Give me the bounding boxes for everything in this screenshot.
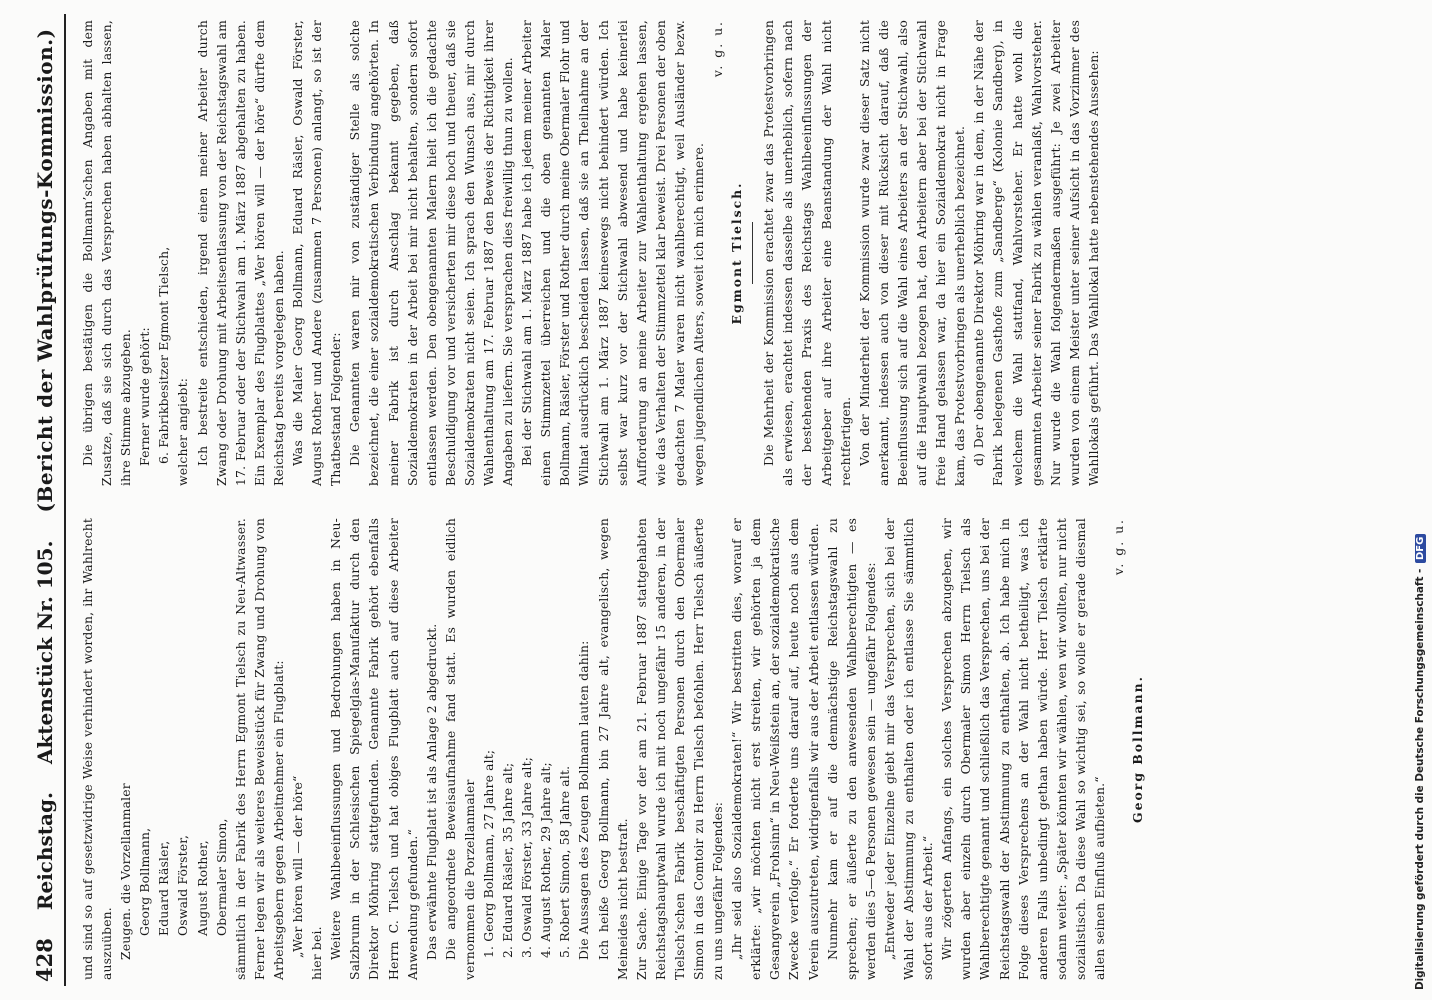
paragraph: und sind so auf gesetzwidrige Weise verhindert worden, ihr Wahlrecht auszuüben. [80,518,115,980]
paragraph: sämmtlich in der Fabrik des Herrn Egmont Tielsch zu Neu-Altwasser. Ferner legen wir als weiteres Beweisstück für Zwang und Drohung von Arbeitsgebern gegen Arbeitnehmer ein Flugblatt: [232,518,286,980]
dfg-logo-badge: DFG [1415,534,1426,563]
header-source: Reichstag. [33,792,57,911]
paragraph: Obermaler Simon, [213,818,229,936]
paragraph: „Entweder jeder Einzelne giebt mir das Versprechen, sich bei der Wahl der Abstimmung zu enthalten oder ich entlasse Sie sämmtlich sofort aus der Arbeit.“ [881,518,936,980]
paragraph: v. g. u. [1111,518,1127,576]
paragraph: Oswald Förster, [175,834,191,936]
paragraph: Die Aussagen des Zeugen Bollmann lauten dahin: [576,640,592,960]
paragraph: d) Der obengenannte Direktor Möhring war in dem, in der Nähe der Fabrik belegenen Gasthofe zum „Sandberge“ (Kolonie Sandberg), in welchem die Wahl stattfand, Wahlvorsteher. Er hatte wohl die gesammten Arbeiter seiner Fabrik zu wählen veranlaßt, Wahlvorsteher. Nur wurde die Wahl folgendermaßen ausgeführt: Je zwei Arbeiter wurden von einem Meister unter seiner Aufsicht in das Vorzimmer des Wahllokals geführt. Das Wahllokal hatte nebenstehendes Aussehen: [971,20,1101,486]
right-text-column [78,20,1103,486]
page-header [32,18,66,982]
header-title: (Bericht der Wahlprüfungs-Kommission.) [33,28,57,513]
paragraph: Ferner wurde gehört: [137,327,153,466]
paragraph: Georg Bollmann. [1130,675,1146,823]
paragraph: Zur Sache. Einige Tage vor der am 21. Februar 1887 stattgehabten Reichstagshauptwahl wurde ich mit noch ungefähr 15 anderen, in der Tielsch’schen Fabrik beschäftigten Personen durch den Obermaler Simon in das Comtoir zu Herrn Tielsch befohlen. Herr Tielsch äußerte zu uns ungefähr Folgendes: [633,518,726,980]
paragraph: v. g. u. [710,20,726,78]
paragraph: 4. August Rother, 29 Jahre alt; [538,762,554,958]
paragraph: Weitere Wahlbeeinflussungen und Bedrohungen haben in Neu-Salzbrunn in der Schlesischen Spiegelglas-Manufaktur durch den Direktor Möhring stattgefunden. Genannte Fabrik gehört ebenfalls Herrn C. Tielsch und hat obiges Flugblatt auch auf diese Arbeiter Anwendung gefunden.“ [328,518,420,980]
paragraph: 2. Eduard Räsler, 35 Jahre alt; [500,762,516,958]
paragraph: Georg Bollmann, [137,827,153,936]
paragraph: Ich bestreite entschieden, irgend einen meiner Arbeiter durch Zwang oder Drohung mit Arbeitsentlassung von der Reichstagswahl am 17. Februar oder der Stichwahl am 1. März 1887 abgehalten zu haben. Ein Exemplar des Flugblattes „Wer hören will — der höre“ dürfte dem Reichstag bereits vorgelegen haben. [194,20,286,486]
paragraph: 5. Robert Simon, 58 Jahre alt. [557,765,573,958]
paragraph: Nunmehr kam er auf die demnächstige Reichstagswahl zu sprechen; er äußerte zu den anwesenden Wahlberechtigten — es werden dies 5—6 Personen gewesen sein — ungefähr Folgendes: [824,518,878,980]
paragraph: „Wer hören will — der höre“ [290,775,306,958]
paragraph: Die Mehrheit der Kommission erachtet zwar das Protestvorbringen als erwiesen, erachtet indessen dasselbe als unerheblich, sofern nach der bestehenden Praxis des Reichstags Wahlbeeinflussungen der Arbeitgeber auf ihre Arbeiter eine Beanstandung der Wahl nicht rechtfertigen. [761,20,853,486]
paragraph: welcher angiebt: [175,377,191,486]
paragraph: Von der Minderheit der Kommission wurde zwar dieser Satz nicht anerkannt, indessen auch von dieser mit Rücksicht darauf, daß die Beeinflussung sich auf die Wahl eines Arbeiters an der Stichwahl, also auf die Hauptwahl bezogen hat, den Arbeitern aber bei der Stichwahl freie Hand gelassen war, da hier ein Sozialdemokrat nicht in Frage kam, das Protestvorbringen als unerheblich bezeichnet. [856,20,968,486]
digitization-notice [1414,30,1430,990]
left-text-column [78,518,1147,980]
paragraph: 1. Georg Bollmann, 27 Jahre alt; [480,749,496,958]
paragraph: hier bei. [309,926,325,980]
header-document: Aktenstück Nr. 105. [33,540,57,765]
paragraph: August Rother, [194,840,210,936]
paragraph: „Ihr seid also Sozialdemokraten!“ Wir bestritten dies, worauf er erklärte: „wir möchten nicht erst streiten, wir gehörten ja dem Gesangverein „Frohsinn“ in Neu-Weißstein an, der sozialdemokratische Zwecke verfolge.“ Er forderte uns darauf auf, heute noch aus dem Verein auszutreten, widrigenfalls wir aus der Arbeit entlassen würden. [729,518,821,980]
section-divider [752,222,753,284]
paragraph: Wir zögerten Anfangs, ein solches Versprechen abzugeben, wir wurden aber einzeln durch Obermaler Simon Herrn Tielsch als Wahlberechtigte genannt und schließlich das Versprechen, uns bei der Reichstagswahl der Abstimmung zu enthalten, ab. Ich habe mich in Folge dieses Versprechens an der Wahl nicht betheiligt, was ich anderen Falls unbedingt gethan haben würde. Herr Tielsch erklärte sodann weiter: „Später könnten wir wählen, wen wir wollten, nur nicht sozialistisch. Da diese Wahl so wichtig sei, so wolle er gerade diesmal allen seinen Einfluß aufbieten.“ [939,518,1107,980]
digitization-notice-text: Digitalisierung gefördert durch die Deutsche Forschungsgemeinschaft - [1414,568,1426,990]
paragraph: Bei der Stichwahl am 1. März 1887 habe ich jedem meiner Arbeiter einen Stimmzettel überreichen und die oben genannten Maler Bollmann, Räsler, Förster und Rother durch meine Obermaler Flohr und Wilnat ausdrücklich bescheiden lassen, daß sie an Theilnahme an der Stichwahl am 1. März 1887 keineswegs nicht behindert würden. Ich selbst war kurz vor der Stichwahl abwesend und habe keinerlei Aufforderung an meine Arbeiter zur Wahlenthaltung ergehen lassen, wie das Verhalten der Stimmzettel klar beweist. Drei Personen der oben gedachten 7 Maler waren nicht wahlberechtigt, weil Ausländer bezw. wegen jugendlichen Alters, soweit ich mich erinnere. [519,20,706,486]
paragraph: 6. Fabrikbesitzer Egmont Tielsch, [156,246,172,464]
page-number: 428 [32,938,57,982]
paragraph: Eduard Räsler, [156,840,172,936]
paragraph: Zeugen. die Vorzellanmaler [118,783,134,960]
digitization-sidebar [1412,0,1432,1000]
header-rule [64,14,66,986]
paragraph: Die Genannten waren mir von zuständiger Stelle als solche bezeichnet, die einer sozialdemokratischen Verbindung angehörten. In meiner Fabrik ist durch Anschlag bekannt gegeben, daß Sozialdemokraten in der Arbeit bei mir nicht behalten, sondern sofort entlassen werden. Den obengenannten Malern hielt ich die gedachte Beschuldigung vor und versicherten mir diese hoch und theuer, daß sie Sozialdemokraten nicht seien. Ich sprach den Wunsch aus, mir durch Wahlenthaltung am 17. Februar 1887 den Beweis der Richtigkeit ihrer Angaben zu liefern. Sie versprachen dies freiwillig thun zu wollen. [347,20,516,486]
paragraph: Die angeordnete Beweisaufnahme fand statt. Es wurden eidlich vernommen die Porzellanmaler [442,518,477,980]
paragraph: Das erwähnte Flugblatt ist als Anlage 2 abgedruckt. [423,623,439,960]
paragraph: 3. Oswald Förster, 33 Jahre alt; [519,756,535,958]
paragraph: Ich heiße Georg Bollmann, bin 27 Jahre alt, evangelisch, wegen Meineides nicht bestraft. [595,518,630,980]
paragraph: Die übrigen bestätigen die Bollmann’schen Angaben mit dem Zusatze, daß sie sich durch das Versprechen haben abhalten lassen, ihre Stimme abzugeben. [80,20,134,486]
paragraph: Was die Maler Georg Bollmann, Eduard Räsler, Oswald Förster, August Rother und Andere (zusammen 7 Personen) anlangt, so ist der Thatbestand Folgender: [290,20,344,486]
paragraph: Egmont Tielsch. [729,181,745,325]
